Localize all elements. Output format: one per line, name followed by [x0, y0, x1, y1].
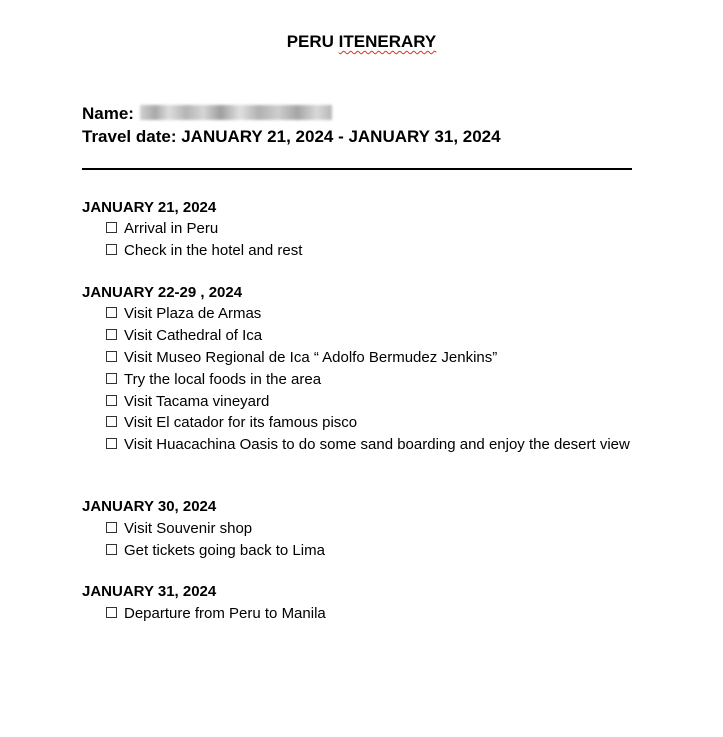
checklist-item[interactable]: [106, 518, 636, 539]
checklist-item[interactable]: [106, 218, 636, 239]
checklist-item[interactable]: [106, 540, 636, 561]
checkbox[interactable]: [106, 244, 117, 255]
checkbox[interactable]: [106, 416, 117, 427]
checklist-item-text: Visit Huacachina Oasis to do some sand boarding and enjoy the desert view: [124, 436, 630, 453]
day-heading: JANUARY 31, 2024: [82, 583, 217, 600]
document-title: [0, 31, 723, 53]
checkbox[interactable]: [106, 544, 117, 555]
checkbox[interactable]: [106, 373, 117, 384]
checkbox[interactable]: [106, 438, 117, 449]
checklist-item[interactable]: [106, 391, 636, 412]
day-heading: JANUARY 22-29 , 2024: [82, 284, 243, 301]
checklist-item[interactable]: [106, 603, 636, 624]
checklist-item-text: Get tickets going back to Lima: [124, 542, 325, 559]
checklist-item[interactable]: [106, 325, 636, 346]
checkbox[interactable]: [106, 307, 117, 318]
checklist-item[interactable]: [106, 412, 636, 433]
title-prefix: PERU: [286, 32, 339, 51]
checklist-item[interactable]: [106, 240, 636, 261]
checklist-item[interactable]: [106, 347, 636, 368]
checklist-item-text: Try the local foods in the area: [124, 371, 322, 388]
travel-date-line: Travel date: JANUARY 21, 2024 - JANUARY 31, 2024: [82, 127, 501, 146]
horizontal-rule: [82, 168, 632, 170]
checkbox[interactable]: [106, 395, 117, 406]
checklist-item[interactable]: [106, 303, 636, 324]
redacted-name: [140, 105, 332, 120]
checkbox[interactable]: [106, 222, 117, 233]
checklist-item-text: Visit Tacama vineyard: [124, 393, 270, 410]
checkbox[interactable]: [106, 329, 117, 340]
title-misspelled-word: ITENERARY: [338, 32, 437, 51]
checklist-item-text: Visit Souvenir shop: [124, 520, 253, 537]
checklist-item[interactable]: [106, 369, 636, 390]
checklist-item-text: Arrival in Peru: [124, 220, 219, 237]
name-line: [82, 103, 332, 125]
checklist-item-text: Visit Cathedral of Ica: [124, 327, 263, 344]
checkbox[interactable]: [106, 351, 117, 362]
checkbox[interactable]: [106, 522, 117, 533]
checklist-item[interactable]: [106, 434, 636, 455]
checkbox[interactable]: [106, 607, 117, 618]
checklist-item-text: Visit Museo Regional de Ica “ Adolfo Bermudez Jenkins”: [124, 349, 498, 366]
checklist-item-text: Check in the hotel and rest: [124, 242, 303, 259]
day-heading: JANUARY 21, 2024: [82, 199, 217, 216]
day-heading: JANUARY 30, 2024: [82, 498, 217, 515]
name-label: Name:: [82, 104, 134, 123]
checklist-item-text: Departure from Peru to Manila: [124, 605, 326, 622]
checklist-item-text: Visit El catador for its famous pisco: [124, 414, 358, 431]
checklist-item-text: Visit Plaza de Armas: [124, 305, 262, 322]
